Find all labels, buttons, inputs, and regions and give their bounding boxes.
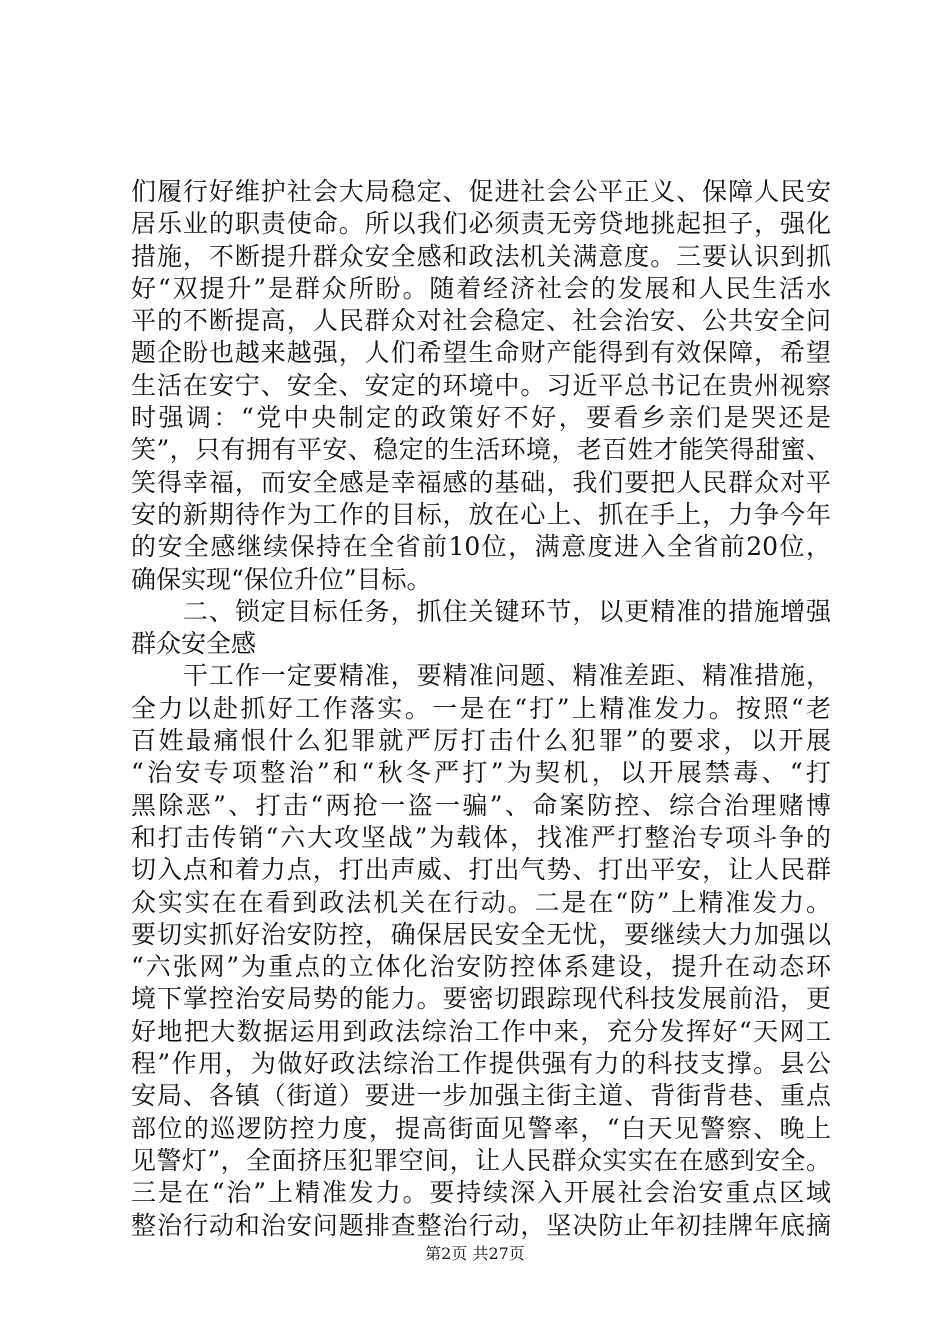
- text-line: 生活在安宁、安全、安定的环境中。习近平总书记在贵州视察: [131, 370, 831, 400]
- text-line: 众实实在在看到政法机关在行动。二是在“防”上精准发力。: [131, 887, 831, 917]
- text-line: 百姓最痛恨什么犯罪就严厉打击什么犯罪”的要求，以开展: [131, 726, 831, 756]
- text-line: 安局、各镇（街道）要进一步加强主街主道、背街背巷、重点: [131, 1081, 831, 1111]
- text-line: 们履行好维护社会大局稳定、促进社会公平正义、保障人民安: [131, 177, 831, 206]
- text-line: 要切实抓好治安防控，确保居民安全无忧，要继续大力加强以: [131, 919, 831, 949]
- text-line: 黑除恶”、打击“两抢一盗一骗”、命案防控、综合治理赌博: [131, 790, 831, 820]
- text-line: 干工作一定要精准，要精准问题、精准差距、精准措施，: [131, 661, 831, 691]
- text-line: 整治行动和治安问题排查整治行动，坚决防止年初挂牌年底摘: [131, 1210, 831, 1240]
- page-footer: 第2页 共27页: [425, 1244, 525, 1263]
- text-line: 笑得幸福，而安全感是幸福感的基础，我们要把人民群众对平: [131, 467, 831, 497]
- text-line: 二、锁定目标任务，抓住关键环节，以更精准的措施增强: [131, 596, 831, 626]
- text-line: 境下掌控治安局势的能力。要密切跟踪现代科技发展前沿，更: [131, 984, 831, 1014]
- text-line: 居乐业的职责使命。所以我们必须责无旁贷地挑起担子，强化: [131, 209, 831, 239]
- text-line: 时强调：“党中央制定的政策好不好，要看乡亲们是哭还是: [131, 403, 831, 433]
- text-line: 的安全感继续保持在全省前10位，满意度进入全省前20位，: [131, 532, 831, 562]
- text-line: 好地把大数据运用到政法综治工作中来，充分发挥好“天网工: [131, 1016, 831, 1046]
- text-line: 见警灯”，全面挤压犯罪空间，让人民群众实实在在感到安全。: [131, 1145, 831, 1175]
- text-line: 笑”，只有拥有平安、稳定的生活环境，老百姓才能笑得甜蜜、: [131, 435, 831, 465]
- text-line: 切入点和着力点，打出声威、打出气势、打出平安，让人民群: [131, 855, 831, 885]
- text-line: 安的新期待作为工作的目标，放在心上、抓在手上，力争今年: [131, 499, 831, 529]
- text-line: 三是在“治”上精准发力。要持续深入开展社会治安重点区域: [131, 1178, 831, 1208]
- text-line: 程”作用，为做好政法综治工作提供强有力的科技支撑。县公: [131, 1049, 831, 1079]
- text-line: 好“双提升”是群众所盼。随着经济社会的发展和人民生活水: [131, 273, 831, 303]
- text-line: 全力以赴抓好工作落实。一是在“打”上精准发力。按照“老: [131, 693, 831, 723]
- text-line: “六张网”为重点的立体化治安防控体系建设，提升在动态环: [131, 952, 831, 982]
- text-line: 和打击传销“六大攻坚战”为载体，找准严打整治专项斗争的: [131, 822, 831, 852]
- text-line: 平的不断提高，人民群众对社会稳定、社会治安、公共安全问: [131, 306, 831, 336]
- text-line: 部位的巡逻防控力度，提高街面见警率，“白天见警察、晚上: [131, 1113, 831, 1143]
- body-text: [131, 176, 831, 1242]
- text-line: 措施，不断提升群众安全感和政法机关满意度。三要认识到抓: [131, 241, 831, 271]
- text-line: 群众安全感: [131, 629, 257, 659]
- text-line: 题企盼也越来越强，人们希望生命财产能得到有效保障，希望: [131, 338, 831, 368]
- text-line: 确保实现“保位升位”目标。: [131, 564, 432, 594]
- text-line: “治安专项整治”和“秋冬严打”为契机，以开展禁毒、“打: [131, 758, 831, 788]
